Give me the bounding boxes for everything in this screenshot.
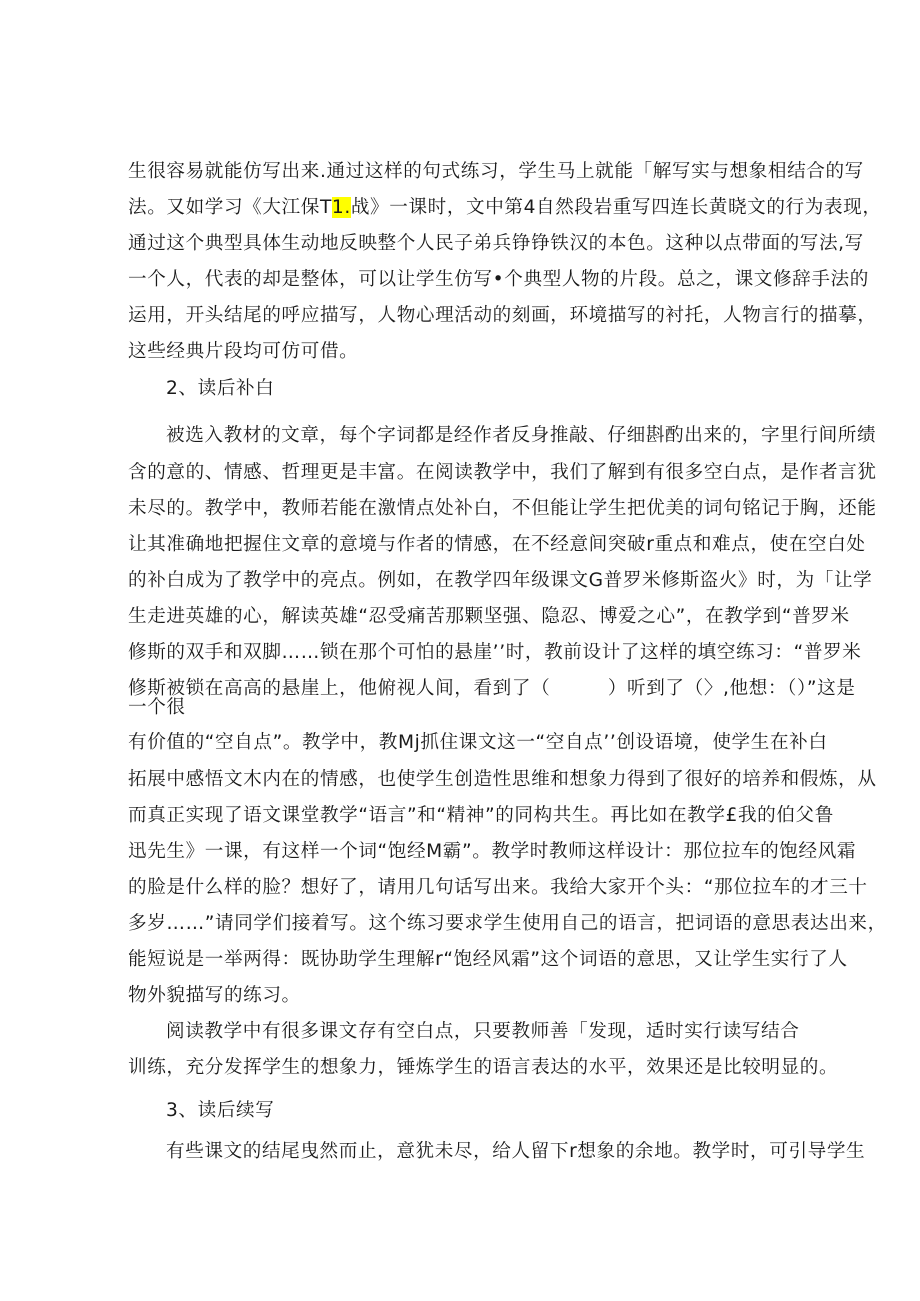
paragraph-3-line-4: 迅先生》一课，有这样一个词“饱经M霸”。教学时教师这样设计：那位拉车的饱经风霜 <box>128 841 857 862</box>
paragraph-2-line-4: 让其准确地把握住文章的意境与作者的情感，在不经意间突破r重点和难点，使在空白处 <box>128 534 866 555</box>
paragraph-4-line-1: 阅读教学中有很多课文存有空白点，只要教师善「发现，适时实行读写结合 <box>166 1021 800 1042</box>
paragraph-1-line-4: 一个人，代表的却是整体，可以让学生仿写•个典型人物的片段。总之，课文修辞手法的 <box>128 269 869 290</box>
paragraph-5-line-1: 有些课文的结尾曳然而止，意犹未尽，给人留下r想象的余地。教学时，可引导学生 <box>166 1141 866 1162</box>
paragraph-3-line-7: 能短说是一举两得：既协助学生理解r“饱经风霜”这个词语的意思，又让学生实行了人 <box>128 949 848 970</box>
paragraph-1-line-3: 通过这个典型具体生动地反映整个人民子弟兵铮铮铁汉的本色。这种以点带面的写法,写 <box>128 233 864 254</box>
section-heading-3: 3、读后续写 <box>166 1100 275 1121</box>
paragraph-2-line-8: 修斯被锁在高高的悬崖上，他俯视人间，看到了（ ）听到了（〉,他想：（）”这是 <box>128 678 856 699</box>
paragraph-1-line-1: 生很容易就能仿写出来.通过这样的句式练习，学生马上就能「解写实与想象相结合的写 <box>128 161 864 182</box>
paragraph-2-line-2: 含的意的、情感、哲理更是丰富。在阅读教学中，我们了解到有很多空白点，是作者言犹 <box>128 462 877 483</box>
paragraph-1-line-5: 运用，开头结尾的呼应描写，人物心理活动的刻画，环境描写的衬托，人物言行的描摹， <box>128 305 877 326</box>
paragraph-3-line-6: 多岁……”请同学们接着写。这个练习要求学生使用自己的语言，把词语的意思表达出来， <box>128 913 887 934</box>
paragraph-2-line-9: 一个很 <box>128 697 186 718</box>
paragraph-2-line-6: 生走进英雄的心，解读英雄“忍受痛苦那颗坚强、隐忍、博爱之心”，在教学到“普罗米 <box>128 606 850 627</box>
paragraph-3-line-5: 的脸是什么样的脸？想好了，请用几句话写出来。我给大家开个头：“那位拉车的才三十 <box>128 877 868 898</box>
paragraph-2-line-7: 修斯的双手和双脚……锁在那个可怕的悬崖’’时，教前设计了这样的填空练习：“普罗米 <box>128 642 862 663</box>
paragraph-2-line-5: 的补白成为了教学中的亮点。例如，在教学四年级课文G普罗米修斯盗火》时，为「让学 <box>128 570 873 591</box>
paragraph-2-line-1: 被选入教材的文章，每个字词都是经作者反身推敲、仔细斟酌出来的，字里行间所绩 <box>166 425 877 446</box>
paragraph-1-line-2 <box>128 196 882 220</box>
paragraph-2-line-3: 未尽的。教学中，教师若能在激情点处补白，不但能让学生把优美的词句铭记于胸，还能 <box>128 498 877 519</box>
text-segment: 战》一课时，文中第4自然段岩重写四连长黄晓文的行为表现， <box>350 197 882 218</box>
paragraph-3-line-1: 有价值的“空自点”。教学中，教Mj抓住课文这一“空自点’’创设语境，使学生在补白 <box>128 732 828 753</box>
paragraph-4-line-2: 训练，充分发挥学生的想象力，锤炼学生的语言表达的水平，效果还是比较明显的。 <box>128 1057 839 1078</box>
section-heading-2: 2、读后补白 <box>166 378 275 399</box>
highlighted-text: 1. <box>331 197 351 218</box>
paragraph-3-line-2: 拓展中感悟文木内在的情感，也使学生创造性思维和想象力得到了很好的培养和假炼，从 <box>128 769 877 790</box>
paragraph-3-line-3: 而真正实现了语文课堂教学“语言”和“精神”的同构共生。再比如在教学£我的伯父鲁 <box>128 805 834 826</box>
paragraph-3-line-8: 物外貌描写的练习。 <box>128 985 301 1006</box>
paragraph-1-line-6: 这些经典片段均可仿可借。 <box>128 341 359 362</box>
text-segment: 法。又如学习《大江保T <box>128 197 332 218</box>
